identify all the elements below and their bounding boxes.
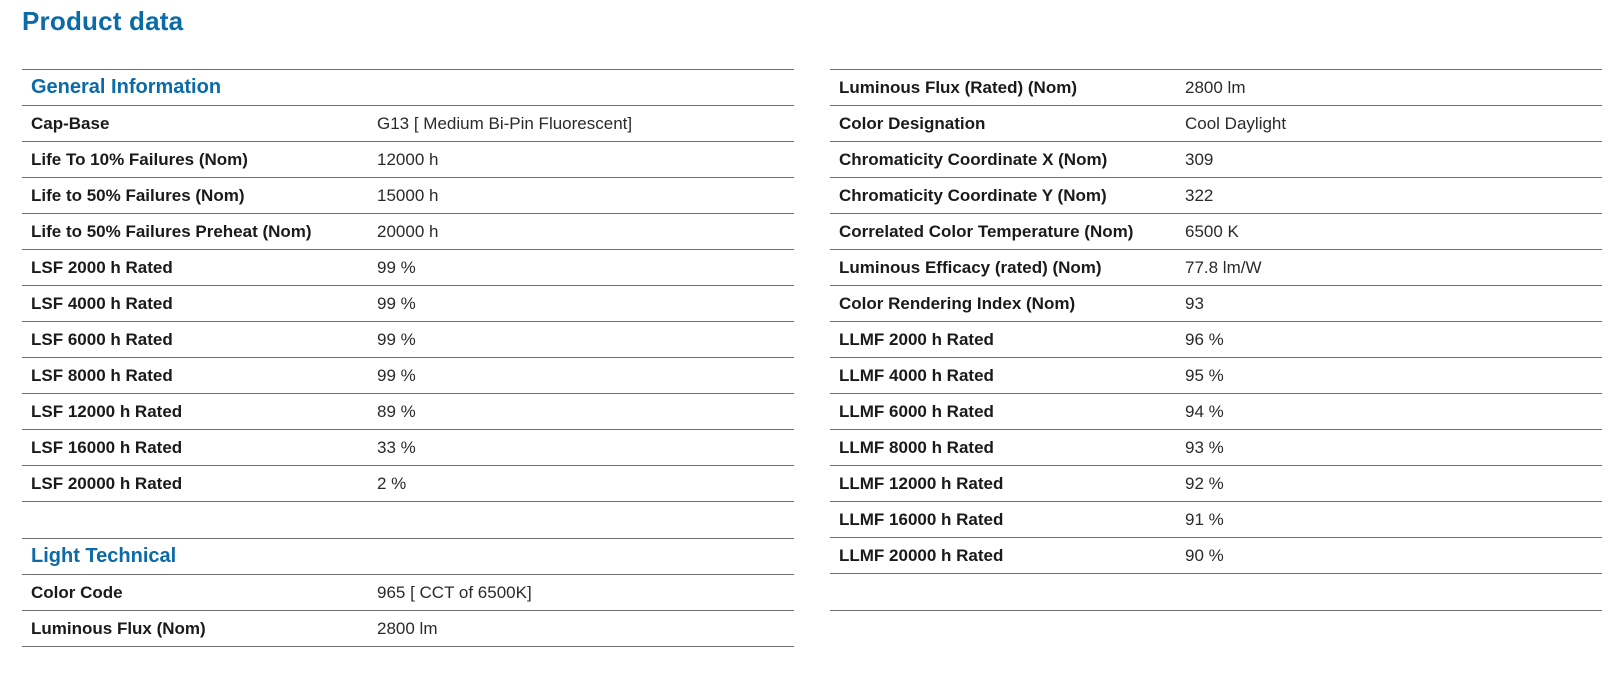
spec-row: [22, 394, 794, 430]
spec-row: [22, 250, 794, 286]
spec-label: LLMF 8000 h Rated: [839, 437, 994, 457]
spec-label: LLMF 2000 h Rated: [839, 329, 994, 349]
spec-row: [22, 286, 794, 322]
spec-label: Correlated Color Temperature (Nom): [839, 221, 1134, 241]
spec-label: LSF 8000 h Rated: [31, 365, 173, 385]
spec-row: [830, 142, 1602, 178]
spec-value: 95 %: [1185, 365, 1224, 385]
spec-row: [830, 430, 1602, 466]
spec-row: [830, 394, 1602, 430]
spec-row: [830, 538, 1602, 574]
spec-label: Cap-Base: [31, 113, 110, 133]
spec-value: 965 [ CCT of 6500K]: [377, 582, 532, 602]
section-spacer: [22, 502, 794, 539]
spec-label: LSF 2000 h Rated: [31, 257, 173, 277]
spec-label: LSF 16000 h Rated: [31, 437, 183, 457]
spec-value: 77.8 lm/W: [1185, 257, 1262, 277]
spec-row: [22, 430, 794, 466]
spec-row: [22, 106, 794, 142]
spec-label: Life to 50% Failures Preheat (Nom): [31, 221, 312, 241]
spec-row: [830, 358, 1602, 394]
spec-value: 322: [1185, 185, 1214, 205]
spec-row: [22, 214, 794, 250]
section-spacer: [830, 574, 1602, 611]
spec-value: 309: [1185, 149, 1214, 169]
spec-row: [22, 322, 794, 358]
spec-label: Luminous Efficacy (rated) (Nom): [839, 257, 1102, 277]
spec-value: 99 %: [377, 329, 416, 349]
spec-label: LLMF 4000 h Rated: [839, 365, 994, 385]
spec-value: 20000 h: [377, 221, 439, 241]
spec-value: Cool Daylight: [1185, 113, 1287, 133]
spec-label: Chromaticity Coordinate Y (Nom): [839, 185, 1107, 205]
spec-label: Color Designation: [839, 113, 986, 133]
spec-row: [830, 286, 1602, 322]
section-heading-light-technical: Light Technical: [22, 539, 794, 575]
spec-label: LSF 12000 h Rated: [31, 401, 183, 421]
spec-value: 99 %: [377, 257, 416, 277]
page-title: Product data: [22, 6, 184, 36]
spec-label: Life To 10% Failures (Nom): [31, 149, 248, 169]
spec-value: 33 %: [377, 437, 416, 457]
spec-row: [830, 250, 1602, 286]
spec-row: [830, 466, 1602, 502]
spec-value: 6500 K: [1185, 221, 1239, 241]
spec-row: [22, 178, 794, 214]
spec-label: LSF 20000 h Rated: [31, 473, 183, 493]
spec-label: LLMF 12000 h Rated: [839, 473, 1004, 493]
spec-label: LLMF 20000 h Rated: [839, 545, 1004, 565]
spec-label: LLMF 6000 h Rated: [839, 401, 994, 421]
spec-label: Life to 50% Failures (Nom): [31, 185, 245, 205]
section-heading-general: General Information: [22, 70, 794, 106]
spec-value: 93: [1185, 293, 1204, 313]
spec-row: [22, 142, 794, 178]
spec-row: [22, 575, 794, 611]
spec-label: Color Rendering Index (Nom): [839, 293, 1076, 313]
spec-label: LLMF 16000 h Rated: [839, 509, 1004, 529]
spec-value: 99 %: [377, 293, 416, 313]
spec-row: [830, 322, 1602, 358]
spec-label: Luminous Flux (Nom): [31, 618, 206, 638]
spec-value: 92 %: [1185, 473, 1224, 493]
spec-row: [22, 611, 794, 647]
spec-label: Color Code: [31, 582, 123, 602]
spec-label: LSF 4000 h Rated: [31, 293, 173, 313]
spec-value: 15000 h: [377, 185, 439, 205]
spec-value: 93 %: [1185, 437, 1224, 457]
spec-value: 99 %: [377, 365, 416, 385]
spec-value: 91 %: [1185, 509, 1224, 529]
spec-label: Chromaticity Coordinate X (Nom): [839, 149, 1108, 169]
right-spec-column: [830, 69, 1602, 611]
spec-value: 89 %: [377, 401, 416, 421]
spec-value: 2800 lm: [1185, 77, 1246, 97]
left-spec-column: [22, 69, 794, 647]
spec-row: [830, 214, 1602, 250]
spec-row: [830, 70, 1602, 106]
spec-value: 94 %: [1185, 401, 1224, 421]
spec-row: [830, 178, 1602, 214]
spec-row: [830, 502, 1602, 538]
spec-label: Luminous Flux (Rated) (Nom): [839, 77, 1077, 97]
spec-row: [830, 106, 1602, 142]
spec-row: [22, 358, 794, 394]
spec-value: 2 %: [377, 473, 407, 493]
spec-value: 12000 h: [377, 149, 439, 169]
spec-row: [22, 466, 794, 502]
spec-value: G13 [ Medium Bi-Pin Fluorescent]: [377, 113, 633, 133]
spec-value: 2800 lm: [377, 618, 438, 638]
spec-value: 90 %: [1185, 545, 1224, 565]
spec-value: 96 %: [1185, 329, 1224, 349]
spec-label: LSF 6000 h Rated: [31, 329, 173, 349]
